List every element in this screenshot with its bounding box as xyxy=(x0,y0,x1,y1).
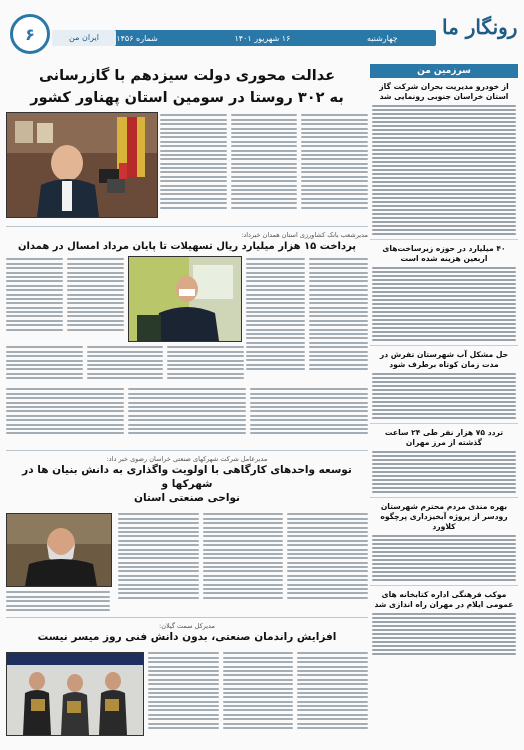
divider xyxy=(370,585,518,586)
divider xyxy=(370,423,518,424)
side-story xyxy=(370,82,518,235)
official-portrait-photo xyxy=(7,514,111,586)
story-body xyxy=(6,256,368,384)
story-photo xyxy=(6,513,112,587)
story-text-left xyxy=(6,256,124,340)
side-story-title: تردد ۷۵ هزار نفر طی ۲۴ ساعت گذشته از مرز مهران xyxy=(384,428,504,447)
side-story xyxy=(370,350,518,419)
story-text xyxy=(372,105,516,235)
masthead-logo: رونگار ما xyxy=(442,15,518,39)
story-text xyxy=(372,267,516,341)
side-story xyxy=(370,590,518,655)
lead-story-photo xyxy=(6,112,158,218)
story-kicker: مدیرکل سمت گیلان: xyxy=(159,622,215,630)
story-gilan xyxy=(6,622,368,740)
right-news-column xyxy=(370,64,518,744)
side-story xyxy=(370,428,518,493)
side-story-title: بهره مندی مردم محترم شهرستان رودسر از پروژه آبخیزداری پرچگوه کلاورد xyxy=(380,502,508,531)
divider xyxy=(6,226,368,227)
story-headline-line2: نواحی صنعتی استان xyxy=(133,492,240,504)
divider xyxy=(6,450,368,451)
story-text xyxy=(372,373,516,419)
story-headline-line1: توسعه واحدهای کارگاهی با اولویت واگذاری به دانش بنیان ها در شهرکها و xyxy=(22,464,352,490)
lead-story xyxy=(6,66,368,222)
divider xyxy=(6,617,368,618)
side-story-title: موکب فرهنگی اداره کتابخانه های عمومی ایلام در مهران راه اندازی شد xyxy=(374,590,514,609)
press-conference-photo xyxy=(7,113,157,217)
story-photo xyxy=(128,256,242,342)
side-story-title: ۴۰ میلیارد در حوزه زیرساخت‌های اربعین هزینه شده است xyxy=(382,244,506,263)
story-text xyxy=(372,451,516,493)
story-text-continued xyxy=(6,386,368,446)
story-kicker: مدیرشعب بانک کشاورزی استان همدان خبرداد: xyxy=(241,231,368,239)
day-label: چهارشنبه xyxy=(366,33,398,43)
story-text xyxy=(372,535,516,581)
date-label: ۱۶ شهریور ۱۴۰۱ xyxy=(234,33,291,43)
story-kicker: مدیرعامل شرکت شهرکهای صنعتی خراسان رضوی خبر داد: xyxy=(106,455,268,463)
lead-headline-line1: عدالت محوری دولت سیزدهم با گازرسانی xyxy=(38,68,336,84)
story-text-small xyxy=(6,589,110,613)
issue-label: شماره ۱۴۵۶ xyxy=(116,33,158,43)
official-portrait-photo xyxy=(129,257,241,341)
main-news-area xyxy=(6,64,368,744)
side-story-title: از خودرو مدیریت بحران شرکت گاز استان خراسان جنوبی رونمایی شد xyxy=(379,82,509,101)
story-body xyxy=(6,648,368,740)
story-body xyxy=(6,509,368,613)
section-header: سرزمین من xyxy=(370,64,518,78)
award-ceremony-photo xyxy=(7,653,143,735)
story-text xyxy=(148,650,368,740)
divider xyxy=(370,497,518,498)
side-story-title: حل مشکل آب شهرستان تفرش در مدت زمان کوتاه برطرف شود xyxy=(379,350,509,369)
page-header xyxy=(6,8,518,60)
side-story xyxy=(370,502,518,581)
divider xyxy=(370,239,518,240)
story-text xyxy=(372,613,516,655)
story-hamedan xyxy=(6,231,368,446)
lead-story-text xyxy=(160,112,368,220)
story-text-bottom xyxy=(6,344,244,384)
page-number-badge: ۶ xyxy=(10,14,50,54)
lead-headline-line2: به ۳۰۲ روستا در سومین استان پهناور کشور xyxy=(30,90,344,106)
edition-label: ایران من xyxy=(52,30,116,46)
story-khorasan xyxy=(6,455,368,613)
story-photo xyxy=(6,652,144,736)
story-headline: افزایش راندمان صنعتی، بدون دانش فنی روز میسر نیست xyxy=(37,631,337,643)
divider xyxy=(370,345,518,346)
story-text xyxy=(118,511,368,611)
lead-story-body xyxy=(6,112,368,222)
date-bar xyxy=(78,30,436,46)
story-text-right xyxy=(246,256,368,384)
side-story xyxy=(370,244,518,341)
story-headline: پرداخت ۱۵ هزار میلیارد ریال تسهیلات تا پایان مرداد امسال در همدان xyxy=(17,241,357,252)
